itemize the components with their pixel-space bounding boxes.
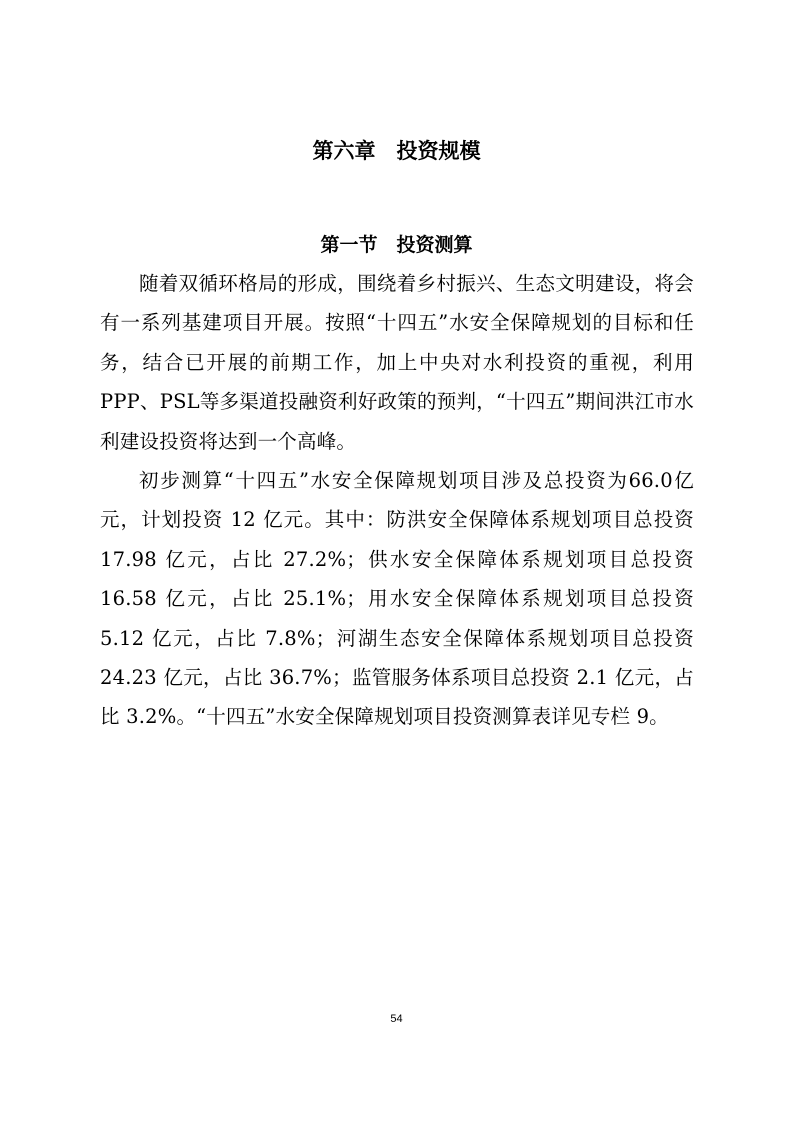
chapter-title: 第六章 投资规模 bbox=[312, 139, 481, 163]
section-title: 第一节 投资测算 bbox=[320, 234, 473, 256]
page-number: 54 bbox=[390, 1013, 403, 1025]
body-paragraph-1: 随着双循环格局的形成，围绕着乡村振兴、生态文明建设，将会有一系列基建项目开展。按照“十四五”水安全保障规划的目标和任务，结合已开展的前期工作，加上中央对水利投资的重视，利用PPP、PSL等多渠道投融资利好政策的预判，“十四五”期间洪江市水利建设投资将达到一个高峰。 bbox=[100, 272, 694, 453]
body-paragraph-2: 初步测算“十四五”水安全保障规划项目涉及总投资为66.0亿元，计划投资 12 亿元。其中：防洪安全保障体系规划项目总投资 17.98 亿元，占比 27.2%；供水安全保障体系规划项目总投资 16.58 亿元，占比 25.1%；用水安全保障体系规划项目总投资 5.12 亿元，占比 7.8%；河湖生态安全保障体系规划项目总投资 24.23 亿元，占比 36.7%；监管服务体系项目总投资 2.1 亿元，占比 3.2%。“十四五”水安全保障规划项目投资测算表详见专栏 9。 bbox=[100, 469, 694, 729]
